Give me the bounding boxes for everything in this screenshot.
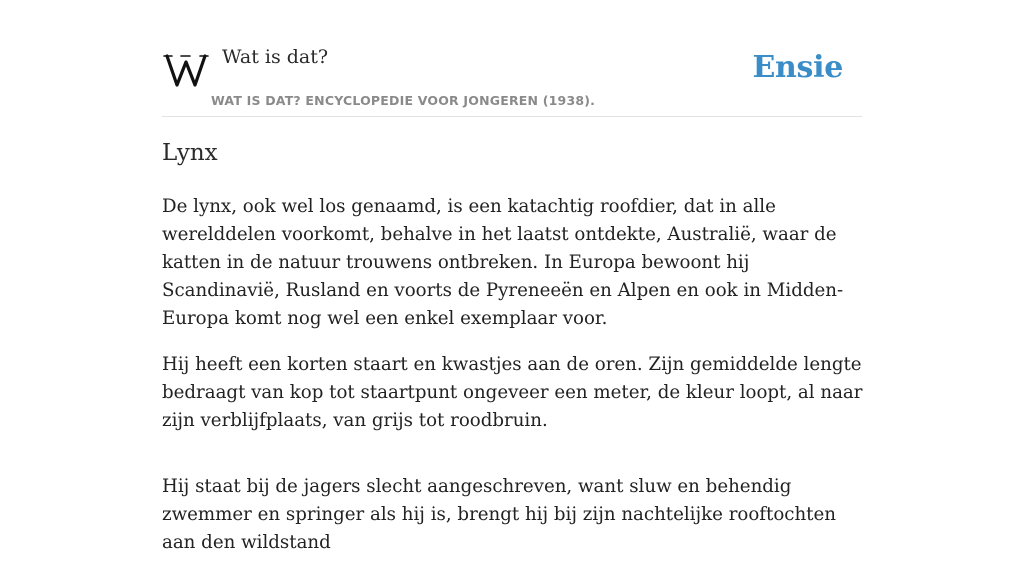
article-paragraph: Hij heeft een korten staart en kwastjes aan de oren. Zijn gemiddelde lengte bedraagt van kop tot staartpunt ongeveer een meter, de kleur loopt, al naar zijn verblijfplaats, van grijs tot roodbruin. [162,354,863,431]
article-paragraph: Hij staat bij de jagers slecht aangeschreven, want sluw en behendig zwemmer en springer als hij is, brengt hij bij zijn nachtelijke rooftochten aan den wildstand [162,476,836,553]
site-header [162,0,862,117]
article-paragraph: De lynx, ook wel los genaamd, is een katachtig roofdier, dat in alle werelddelen voorkomt, behalve in het laatst ontdekte, Australië, waar de katten in de natuur trouwens ontbreken. In Europa bewoont hij Scandinavië, Rusland en voorts de Pyreneeën en Alpen en ook in Midden-Europa komt nog wel een enkel exemplaar voor. [162,196,844,329]
wikipedia-w-icon[interactable] [164,50,208,90]
article-body [162,193,864,575]
site-title[interactable]: Wat is dat? [222,46,329,68]
article-title: Lynx [162,140,218,166]
page [162,0,863,553]
brand-logo-link[interactable]: Ensie [752,50,843,85]
site-subtitle: WAT IS DAT? ENCYCLOPEDIE VOOR JONGEREN (1938). [211,93,596,108]
